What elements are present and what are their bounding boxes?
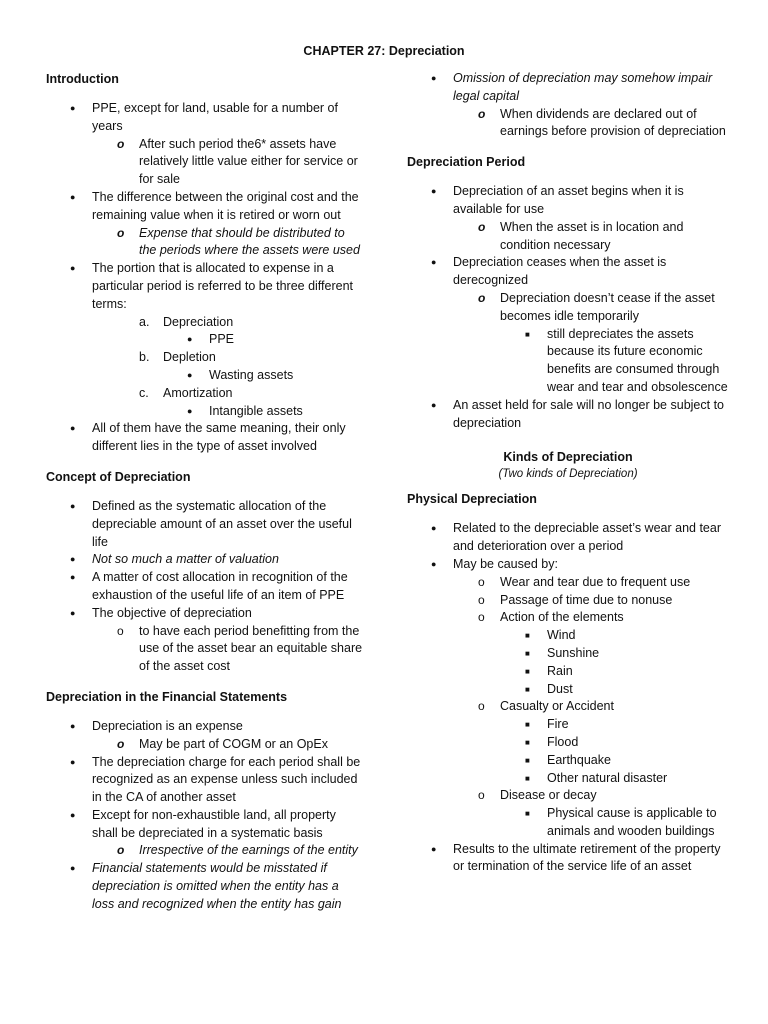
list-item: o Expense that should be distributed to the periods where the assets were used — [117, 225, 360, 258]
list-item: ■ Other natural disaster — [407, 770, 729, 788]
list-item: o When dividends are declared out of earnings before provision of depreciation — [478, 106, 726, 139]
hollow-bullet-icon: o — [478, 610, 485, 625]
list-item: ● Wasting assets — [46, 367, 364, 385]
bullet-icon: ● — [431, 843, 437, 854]
square-bullet-icon: ■ — [525, 773, 530, 783]
subheading-kinds: (Two kinds of Depreciation) — [498, 468, 638, 481]
hollow-bullet-icon: o — [478, 699, 485, 714]
list-item: o to have each period benefitting from the use of the asset bear an equitable share of the asset cost — [117, 623, 363, 674]
list-item: a. Depreciation — [139, 314, 234, 329]
heading-introduction: Introduction — [46, 72, 119, 86]
left-column — [46, 70, 364, 914]
hollow-bullet-icon: o — [478, 574, 485, 589]
list-item: ● The difference between the original cost and the remaining value when it is retired or worn out — [70, 189, 359, 222]
list-item: ● Not so much a matter of valuation — [46, 551, 364, 569]
list-item: ● May be caused by: — [407, 556, 729, 574]
list-item: o Passage of time due to nonuse — [407, 592, 729, 610]
hollow-bullet-icon: o — [478, 290, 486, 305]
list-item: o When the asset is in location and condition necessary — [478, 219, 684, 252]
bullet-icon: ● — [187, 405, 193, 416]
bullet-icon: ● — [70, 263, 76, 274]
list-item: ● The portion that is allocated to expense in a particular period is referred to be three different terms: — [70, 261, 354, 311]
list-item: ● Depreciation is an expense — [46, 718, 364, 736]
bullet-icon: ● — [70, 756, 76, 767]
heading-kinds-of-depreciation: Kinds of Depreciation — [503, 450, 633, 465]
hollow-bullet-icon: o — [478, 788, 485, 803]
list-item: ● Intangible assets — [46, 403, 364, 421]
bullet-icon: ● — [70, 423, 76, 434]
page-title: CHAPTER 27: Depreciation — [303, 44, 465, 58]
list-item: ● The depreciation charge for each period shall be recognized as an expense unless such included in the CA of another asset — [70, 754, 361, 805]
square-bullet-icon: ■ — [525, 666, 530, 676]
list-item: ● PPE, except for land, usable for a number of years — [70, 101, 338, 133]
square-bullet-icon: ■ — [525, 648, 530, 658]
list-item: o Depreciation doesn’t cease if the asset becomes idle temporarily — [478, 290, 715, 323]
list-item: ● PPE — [46, 331, 364, 349]
square-bullet-icon: ■ — [525, 631, 530, 641]
hollow-bullet-icon: o — [117, 623, 124, 638]
bullet-icon: ● — [70, 607, 76, 618]
list-item: ● Financial statements would be misstated if depreciation is omitted when the entity has a loss and recognized when the entity has gain — [70, 861, 342, 911]
list-item: o Disease or decay — [407, 787, 729, 805]
list-item: ■ Rain — [407, 663, 729, 681]
bullet-icon: ● — [70, 554, 76, 565]
square-bullet-icon: ■ — [525, 684, 530, 694]
hollow-bullet-icon: o — [117, 843, 125, 858]
heading-financial-statements: Depreciation in the Financial Statements — [46, 689, 288, 704]
list-item: ● Depreciation of an asset begins when it is available for use — [431, 184, 684, 216]
bullet-icon: ● — [431, 257, 437, 268]
list-item: ● Results to the ultimate retirement of the property or termination of the service life of an asset — [431, 841, 721, 874]
list-item: o Casualty or Accident — [407, 698, 729, 716]
hollow-bullet-icon: o — [478, 592, 485, 607]
hollow-bullet-icon: o — [117, 136, 125, 151]
hollow-bullet-icon: o — [478, 219, 486, 234]
list-item: ● Depreciation ceases when the asset is derecognized — [431, 255, 667, 288]
list-item: ■ Fire — [407, 716, 729, 734]
list-item: ● Omission of depreciation may somehow impair legal capital — [431, 71, 713, 103]
list-item: o Wear and tear due to frequent use — [407, 574, 729, 592]
square-bullet-icon: ■ — [525, 720, 530, 730]
list-item: c. Amortization — [139, 385, 233, 400]
bullet-icon: ● — [70, 191, 76, 202]
right-column — [407, 70, 729, 876]
bullet-icon: ● — [70, 720, 76, 731]
bullet-icon: ● — [70, 500, 76, 511]
list-item: o May be part of COGM or an OpEx — [46, 736, 364, 754]
bullet-icon: ● — [431, 523, 437, 534]
bullet-icon: ● — [431, 558, 437, 569]
bullet-icon: ● — [431, 399, 437, 410]
hollow-bullet-icon: o — [478, 106, 486, 121]
list-item: ● Defined as the systematic allocation of the depreciable amount of an asset over the useful life — [70, 498, 352, 549]
list-item: o Action of the elements — [407, 609, 729, 627]
list-item: ■ Earthquake — [407, 752, 729, 770]
heading-physical-depreciation: Physical Depreciation — [407, 492, 537, 507]
list-item: ● A matter of cost allocation in recognition of the exhaustion of the useful life of an item of PPE — [70, 570, 348, 602]
list-item: ● An asset held for sale will no longer be subject to depreciation — [431, 397, 724, 430]
bullet-icon: ● — [431, 73, 437, 83]
bullet-icon: ● — [70, 103, 76, 113]
list-item: ■ Dust — [407, 681, 729, 699]
list-item: ● The objective of depreciation — [46, 605, 364, 623]
bullet-icon: ● — [70, 809, 76, 820]
bullet-icon: ● — [431, 186, 437, 197]
heading-concept: Concept of Depreciation — [46, 469, 191, 484]
square-bullet-icon: ■ — [525, 755, 530, 765]
list-item: ■ Wind — [407, 627, 729, 645]
list-item: ■ Physical cause is applicable to animals and wooden buildings — [525, 806, 717, 838]
list-item: ● Except for non-exhaustible land, all property shall be depreciated in a systematic basis — [70, 807, 336, 840]
bullet-icon: ● — [70, 863, 76, 874]
bullet-icon: ● — [70, 572, 76, 583]
hollow-bullet-icon: o — [117, 225, 125, 240]
hollow-bullet-icon: o — [117, 736, 125, 751]
bullet-icon: ● — [187, 369, 193, 380]
list-item: ● Related to the depreciable asset’s wear and tear and deterioration over a period — [431, 521, 721, 554]
list-item: ● All of them have the same meaning, their only different lies in the type of asset involved — [70, 421, 346, 454]
list-item: o After such period the6* assets have relatively little value either for service or for sale — [117, 136, 358, 187]
list-item: ■ still depreciates the assets because its future economic benefits are consumed through wear and tear and obsolescence — [525, 326, 728, 394]
bullet-icon: ● — [187, 334, 193, 345]
square-bullet-icon: ■ — [525, 329, 530, 339]
list-item: ■ Sunshine — [407, 645, 729, 663]
list-item: ■ Flood — [407, 734, 729, 752]
list-item: o Irrespective of the earnings of the entity — [46, 842, 364, 860]
square-bullet-icon: ■ — [525, 737, 530, 747]
square-bullet-icon: ■ — [525, 809, 530, 819]
list-item: b. Depletion — [139, 350, 216, 365]
heading-depreciation-period: Depreciation Period — [407, 155, 526, 170]
